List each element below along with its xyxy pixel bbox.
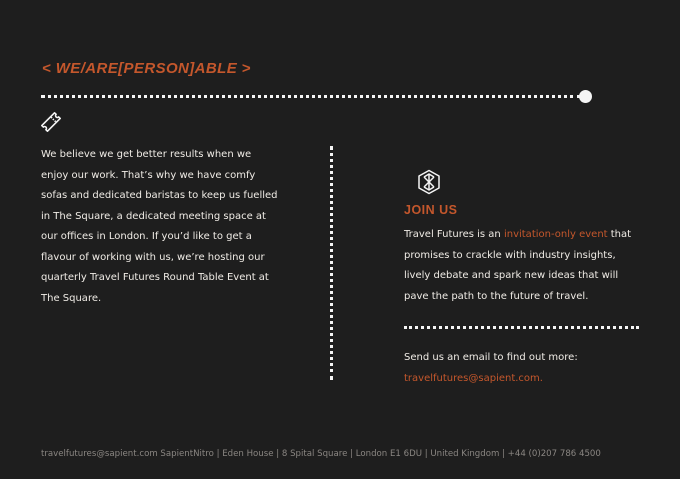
dotted-divider-vertical [330, 146, 333, 380]
contact-prompt: Send us an email to find out more: [404, 352, 578, 363]
join-us-text-end: that promises to crackle with industry insights, lively debate and spark new ideas that will pave the path to the future of travel. [404, 229, 632, 302]
join-us-heading: JOIN US [404, 203, 458, 217]
contact-email-link[interactable]: travelfutures@sapient.com. [404, 373, 543, 384]
dotted-divider-top [41, 95, 581, 98]
page-title: < WE/ARE[PERSON]ABLE > [42, 60, 251, 77]
join-us-text-start: Travel Futures is an [404, 229, 504, 240]
divider-end-dot [579, 90, 592, 103]
join-us-paragraph [404, 225, 644, 307]
invitation-only-highlight: invitation-only event [503, 229, 608, 240]
hexagon-logo-icon [417, 169, 441, 195]
ticket-icon [40, 111, 62, 133]
intro-paragraph: We believe we get better results when we enjoy our work. That’s why we have comfy sofas and dedicated baristas to keep us fuelled in The Square, a dedicated meeting space at our offices in London. If you’d like to get a flavour of working with us, we’re hosting our quarterly Travel Futures Round Table Event at The Square. [41, 149, 278, 304]
dotted-divider-right [404, 326, 639, 329]
footer-contact-info: travelfutures@sapient.com SapientNitro | Eden House | 8 Spital Square | London E1 6DU | United Kingdom | +44 (0)207 786 4500 [41, 449, 601, 459]
